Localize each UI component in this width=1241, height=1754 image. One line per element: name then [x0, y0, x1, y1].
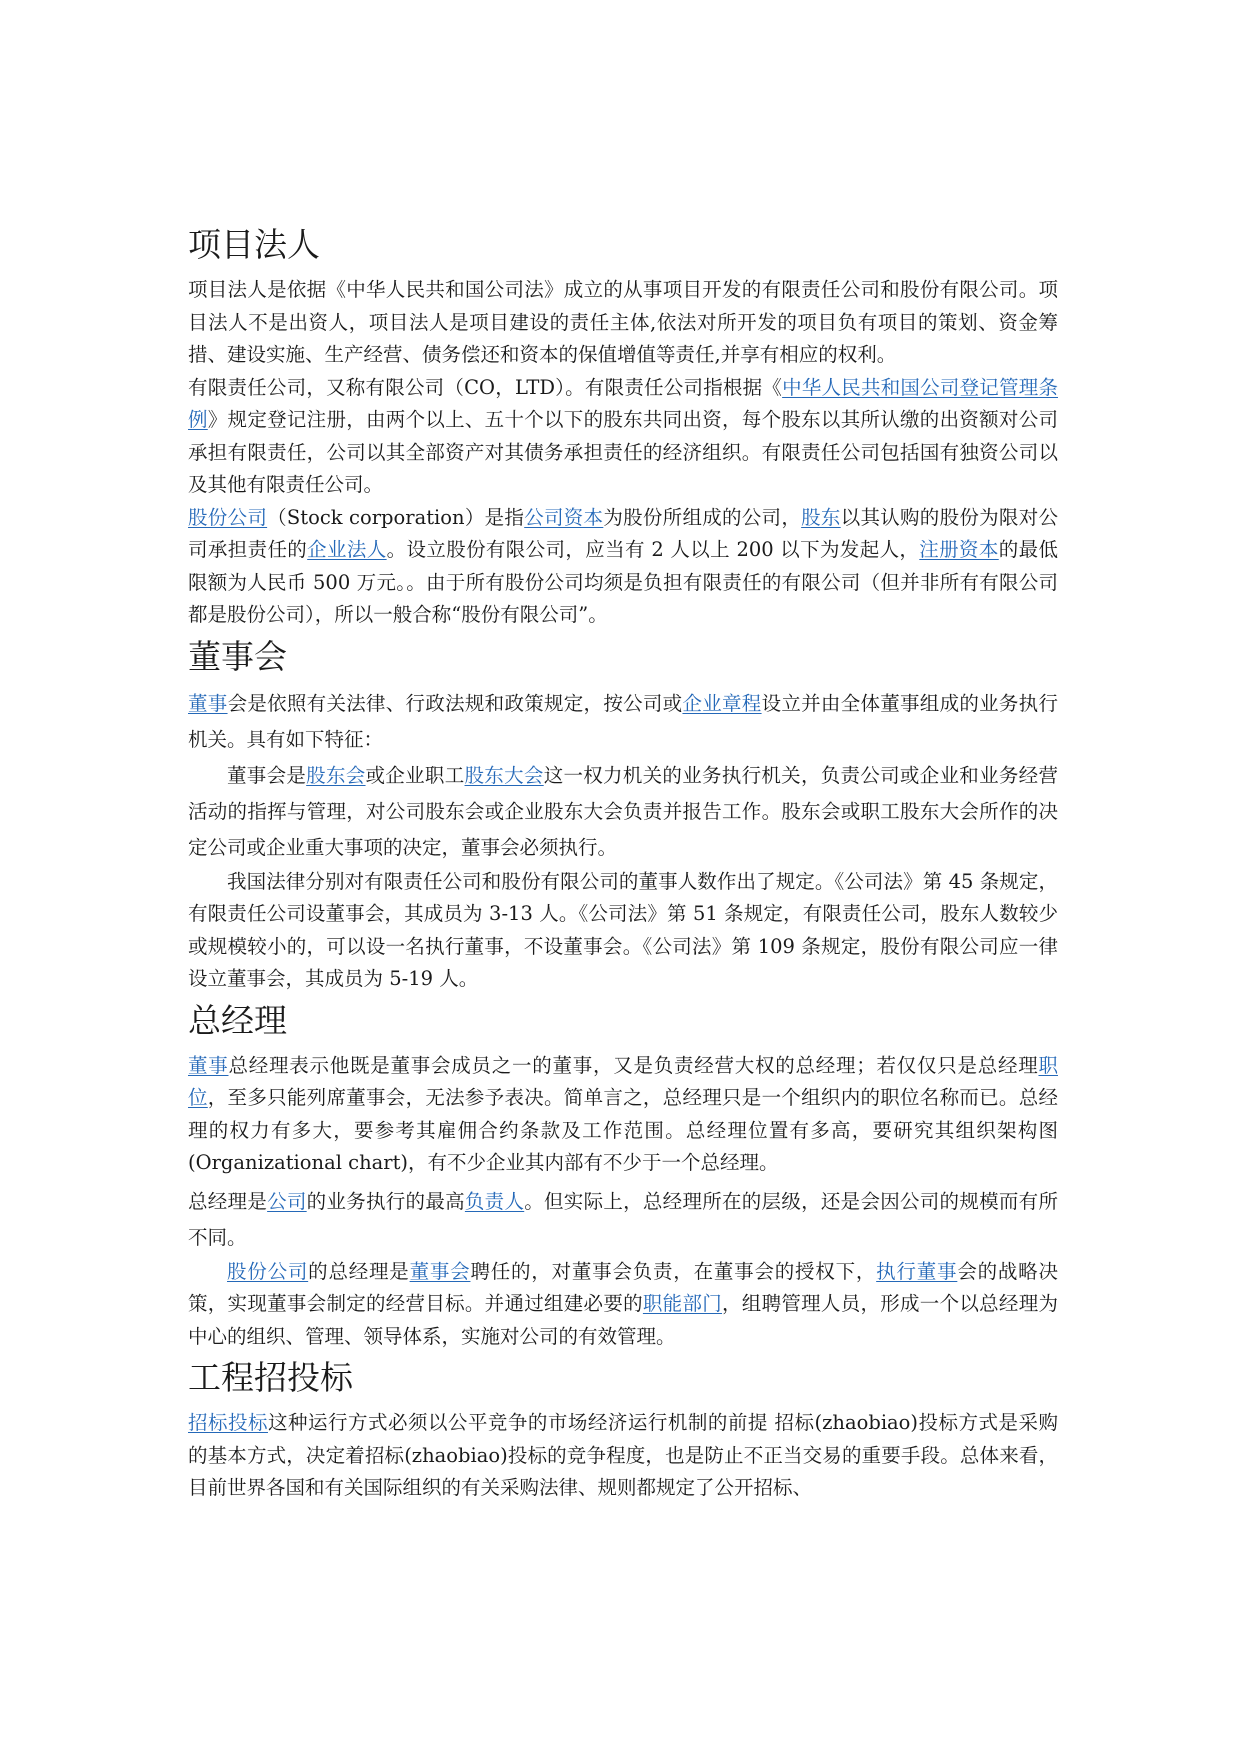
- link-board[interactable]: 董事会: [409, 1259, 471, 1283]
- heading-project-bidding: 工程招投标: [188, 1358, 353, 1397]
- paragraph: [188, 1050, 1058, 1180]
- link-person-in-charge[interactable]: 负责人: [464, 1189, 525, 1213]
- link-registered-capital[interactable]: 注册资本: [919, 538, 999, 561]
- heading-project-legal-person: 项目法人: [188, 225, 320, 264]
- text: 以其认购的股份为限对公司承担责任的: [188, 505, 1058, 561]
- text: 为股份所组成的公司，: [603, 505, 802, 529]
- link-enterprise-legal-person[interactable]: 企业法人: [307, 538, 387, 561]
- text: 董事会是: [227, 763, 307, 787]
- text: 这种运行方式必须以公平竞争的市场经济运行机制的前提 招标(zhaobiao)投标方式是采购的基本方式，决定着招标(zhaobiao)投标的竞争程度，也是防止不正当交易的重要手段。总体来看，目前世界各国和有关国际组织的有关采购法律、规则都规定了公开招标、: [188, 1411, 1058, 1499]
- text: 。设立股份有限公司，应当有 2 人以上 200 以下为发起人，: [386, 538, 920, 561]
- text: 总经理表示他既是董事会成员之一的董事，又是负责经营大权的总经理；若仅仅只是总经理: [228, 1053, 1039, 1077]
- text: 》规定登记注册，由两个以上、五十个以下的股东共同出资，每个股东以其所认缴的出资额对公司承担有限责任，公司以其全部资产对其债务承担责任的经济组织。有限责任公司包括国有独资公司以及其他有限责任公司。: [188, 408, 1058, 496]
- link-shareholder[interactable]: 股东: [801, 505, 841, 529]
- heading-general-manager: 总经理: [188, 1000, 287, 1040]
- link-articles-of-association[interactable]: 企业章程: [682, 691, 762, 715]
- text: 的业务执行的最高: [306, 1189, 465, 1213]
- link-general-meeting[interactable]: 股东大会: [464, 763, 544, 787]
- heading-board-of-directors: 董事会: [188, 636, 287, 676]
- text: 。但实际上，总经理所在的层级，还是会因公司的规模而有所不同。: [188, 1189, 1058, 1249]
- link-executive-director[interactable]: 执行董事: [876, 1259, 958, 1283]
- text: （Stock corporation）是指: [267, 505, 525, 529]
- paragraph: [188, 502, 1058, 632]
- text: 设立并由全体董事组成的业务执行机关。具有如下特征：: [188, 691, 1058, 751]
- text: 会的战略决策，实现董事会制定的经营目标。并通过组建必要的: [188, 1259, 1058, 1315]
- paragraph: [188, 1256, 1058, 1354]
- link-company-registration-regulations[interactable]: 中华人民共和国公司登记管理条例: [188, 375, 1058, 431]
- paragraph: [188, 866, 1058, 996]
- link-company[interactable]: 公司: [267, 1189, 307, 1213]
- text: 总经理是: [188, 1189, 268, 1213]
- link-stock-company[interactable]: 股份公司: [188, 505, 268, 529]
- text: 聘任的，对董事会负责，在董事会的授权下，: [470, 1259, 877, 1283]
- link-director[interactable]: 董事: [188, 691, 228, 715]
- document-body: [188, 222, 1058, 1505]
- text: 会是依照有关法律、行政法规和政策规定，按公司或: [227, 691, 683, 715]
- link-stock-company[interactable]: 股份公司: [227, 1259, 309, 1283]
- link-position[interactable]: 职位: [188, 1053, 1058, 1109]
- text: 有限责任公司，又称有限公司（CO，LTD）。有限责任公司指根据《: [188, 375, 783, 399]
- text: ，组聘管理人员，形成一个以总经理为中心的组织、管理、领导体系，实施对公司的有效管理。: [188, 1292, 1058, 1348]
- paragraph: [188, 372, 1058, 502]
- text: 的总经理是: [308, 1259, 410, 1283]
- paragraph: [188, 1184, 1058, 1256]
- text: 这一权力机关的业务执行机关，负责公司或企业和业务经营活动的指挥与管理，对公司股东会或企业股东大会负责并报告工作。股东会或职工股东大会所作的决定公司或企业重大事项的决定，董事会必须执行。: [188, 763, 1058, 859]
- text: 我国法律分别对有限责任公司和股份有限公司的董事人数作出了规定。《公司法》第 45 条规定，有限责任公司设董事会，其成员为 3-13 人。《公司法》第 51 条规定，有限责任公司，股东人数较少或规模较小的，可以设一名执行董事，不设董事会。《公司法》第 109 条规定，股份有限公司应一律设立董事会，其成员为 5-19 人。: [188, 869, 1058, 990]
- link-shareholders-meeting[interactable]: 股东会: [306, 763, 366, 787]
- text: ，至多只能列席董事会，无法参予表决。简单言之，总经理只是一个组织内的职位名称而已。总经理的权力有多大，要参考其雇佣合约条款及工作范围。总经理位置有多高，要研究其组织架构图 (Organizational chart)，有不少企业其内部有不少于一个总经理。: [188, 1086, 1058, 1174]
- paragraph: [188, 274, 1058, 372]
- link-director[interactable]: 董事: [188, 1053, 229, 1077]
- text: 项目法人是依据《中华人民共和国公司法》成立的从事项目开发的有限责任公司和股份有限公司。项目法人不是出资人，项目法人是项目建设的责任主体,依法对所开发的项目负有项目的策划、资金筹措、建设实施、生产经营、债务偿还和资本的保值增值等责任,并享有相应的权利。: [188, 278, 1058, 366]
- link-functional-department[interactable]: 职能部门: [642, 1292, 723, 1315]
- text: 或企业职工: [365, 763, 465, 787]
- link-company-capital[interactable]: 公司资本: [524, 505, 604, 529]
- text: 的最低限额为人民币 500 万元。。由于所有股份公司均须是负担有限责任的有限公司（但并非所有有限公司都是股份公司），所以一般合称“股份有限公司”。: [188, 538, 1058, 626]
- link-bidding[interactable]: 招标投标: [188, 1411, 268, 1434]
- paragraph: [188, 686, 1058, 758]
- paragraph: [188, 1407, 1058, 1505]
- paragraph: [188, 758, 1058, 866]
